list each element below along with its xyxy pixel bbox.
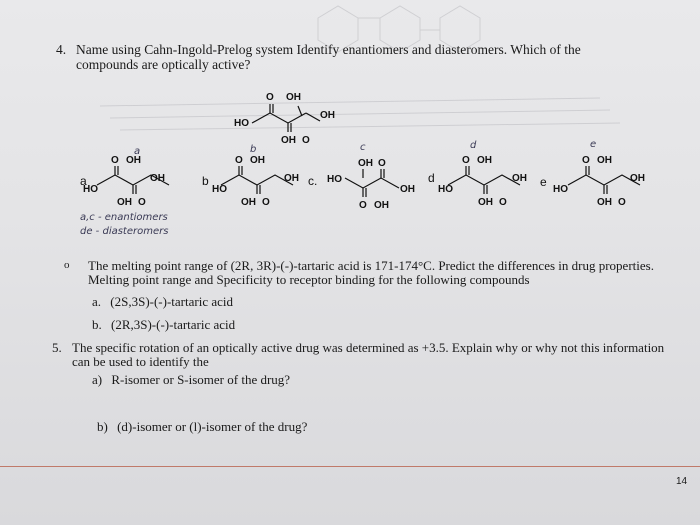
item-text: R-isomer or S-isomer of the drug?	[111, 372, 291, 387]
structure-c	[345, 169, 399, 197]
atom-label: OH	[281, 135, 296, 146]
atom-label: O	[618, 197, 626, 208]
atom-label: O	[582, 155, 590, 166]
handwritten-note-diasteromers: de - diasteromers	[80, 226, 169, 237]
question-5-number: 5.	[52, 340, 62, 355]
atom-label: OH	[597, 155, 612, 166]
handwritten-letter: a	[134, 146, 141, 157]
compound-letter-d: d	[428, 171, 435, 185]
atom-label: O	[462, 155, 470, 166]
atom-label: OH	[630, 173, 645, 184]
item-label: a)	[92, 372, 103, 387]
atom-label: OH	[117, 197, 132, 208]
handwritten-letter: b	[250, 144, 257, 155]
handwritten-letter: e	[590, 139, 597, 150]
question-5-text: The specific rotation of an optically active drug was determined as +3.5. Explain why or why not this information can be used to identify the	[72, 340, 665, 369]
footer-rule	[0, 466, 700, 467]
atom-label: OH	[320, 110, 335, 121]
melting-item-a	[92, 294, 233, 310]
structure-d	[448, 166, 520, 194]
atom-label: OH	[477, 155, 492, 166]
bullet-marker: o	[64, 259, 70, 271]
atom-label: OH	[250, 155, 265, 166]
compound-letter-b: b	[202, 174, 209, 188]
atom-label: O	[302, 135, 310, 146]
atom-label: OH	[286, 92, 301, 103]
atom-label: HO	[438, 184, 453, 195]
handwritten-letter: c	[360, 142, 366, 153]
question-5-item-a	[92, 372, 290, 388]
atom-label: HO	[553, 184, 568, 195]
atom-label: O	[235, 155, 243, 166]
atom-label: OH	[597, 197, 612, 208]
atom-label: OH	[284, 173, 299, 184]
atom-label: OH	[358, 158, 373, 169]
item-label: b.	[92, 317, 102, 332]
atom-label: OH	[512, 173, 527, 184]
melting-item-b	[92, 317, 235, 333]
atom-label: HO	[83, 184, 98, 195]
compound-letter-c: c.	[308, 174, 318, 188]
atom-label: O	[378, 158, 386, 169]
atom-label: HO	[212, 184, 227, 195]
atom-label: HO	[327, 174, 342, 185]
compound-letter-a: a	[80, 174, 87, 188]
atom-label: OH	[241, 197, 256, 208]
atom-label: OH	[374, 200, 389, 211]
question-5-item-b	[97, 419, 307, 435]
atom-label: OH	[150, 173, 165, 184]
atom-label: OH	[126, 155, 141, 166]
question-4-number: 4.	[56, 42, 67, 57]
atom-label: O	[138, 197, 146, 208]
structure-top	[252, 104, 320, 132]
atom-label: OH	[400, 184, 415, 195]
atom-label: OH	[478, 197, 493, 208]
handwritten-letter: d	[470, 140, 477, 151]
melting-point-text: The melting point range of (2R, 3R)-(-)-tartaric acid is 171-174°C. Predict the differences in drug properties. Melting point range and Specificity to receptor binding for the following compounds	[88, 258, 654, 287]
atom-label: O	[266, 92, 274, 103]
item-text: (2S,3S)-(-)-tartaric acid	[110, 294, 234, 309]
atom-label: O	[359, 200, 367, 211]
item-text: (d)-isomer or (l)-isomer of the drug?	[117, 419, 308, 434]
compound-letter-e: e	[540, 175, 547, 189]
item-label: a.	[92, 294, 102, 309]
atom-label: O	[262, 197, 270, 208]
question-4-text: Name using Cahn-Ingold-Prelog system Identify enantiomers and diasteromers. Which of the compounds are optically active?	[76, 42, 581, 72]
handwritten-note-enantiomers: a,c - enantiomers	[80, 212, 168, 223]
item-text: (2R,3S)-(-)-tartaric acid	[111, 317, 236, 332]
atom-label: HO	[234, 118, 249, 129]
page-number: 14	[676, 476, 688, 487]
structure-b	[221, 166, 293, 194]
atom-label: O	[499, 197, 507, 208]
atom-label: O	[111, 155, 119, 166]
item-label: b)	[97, 419, 108, 434]
